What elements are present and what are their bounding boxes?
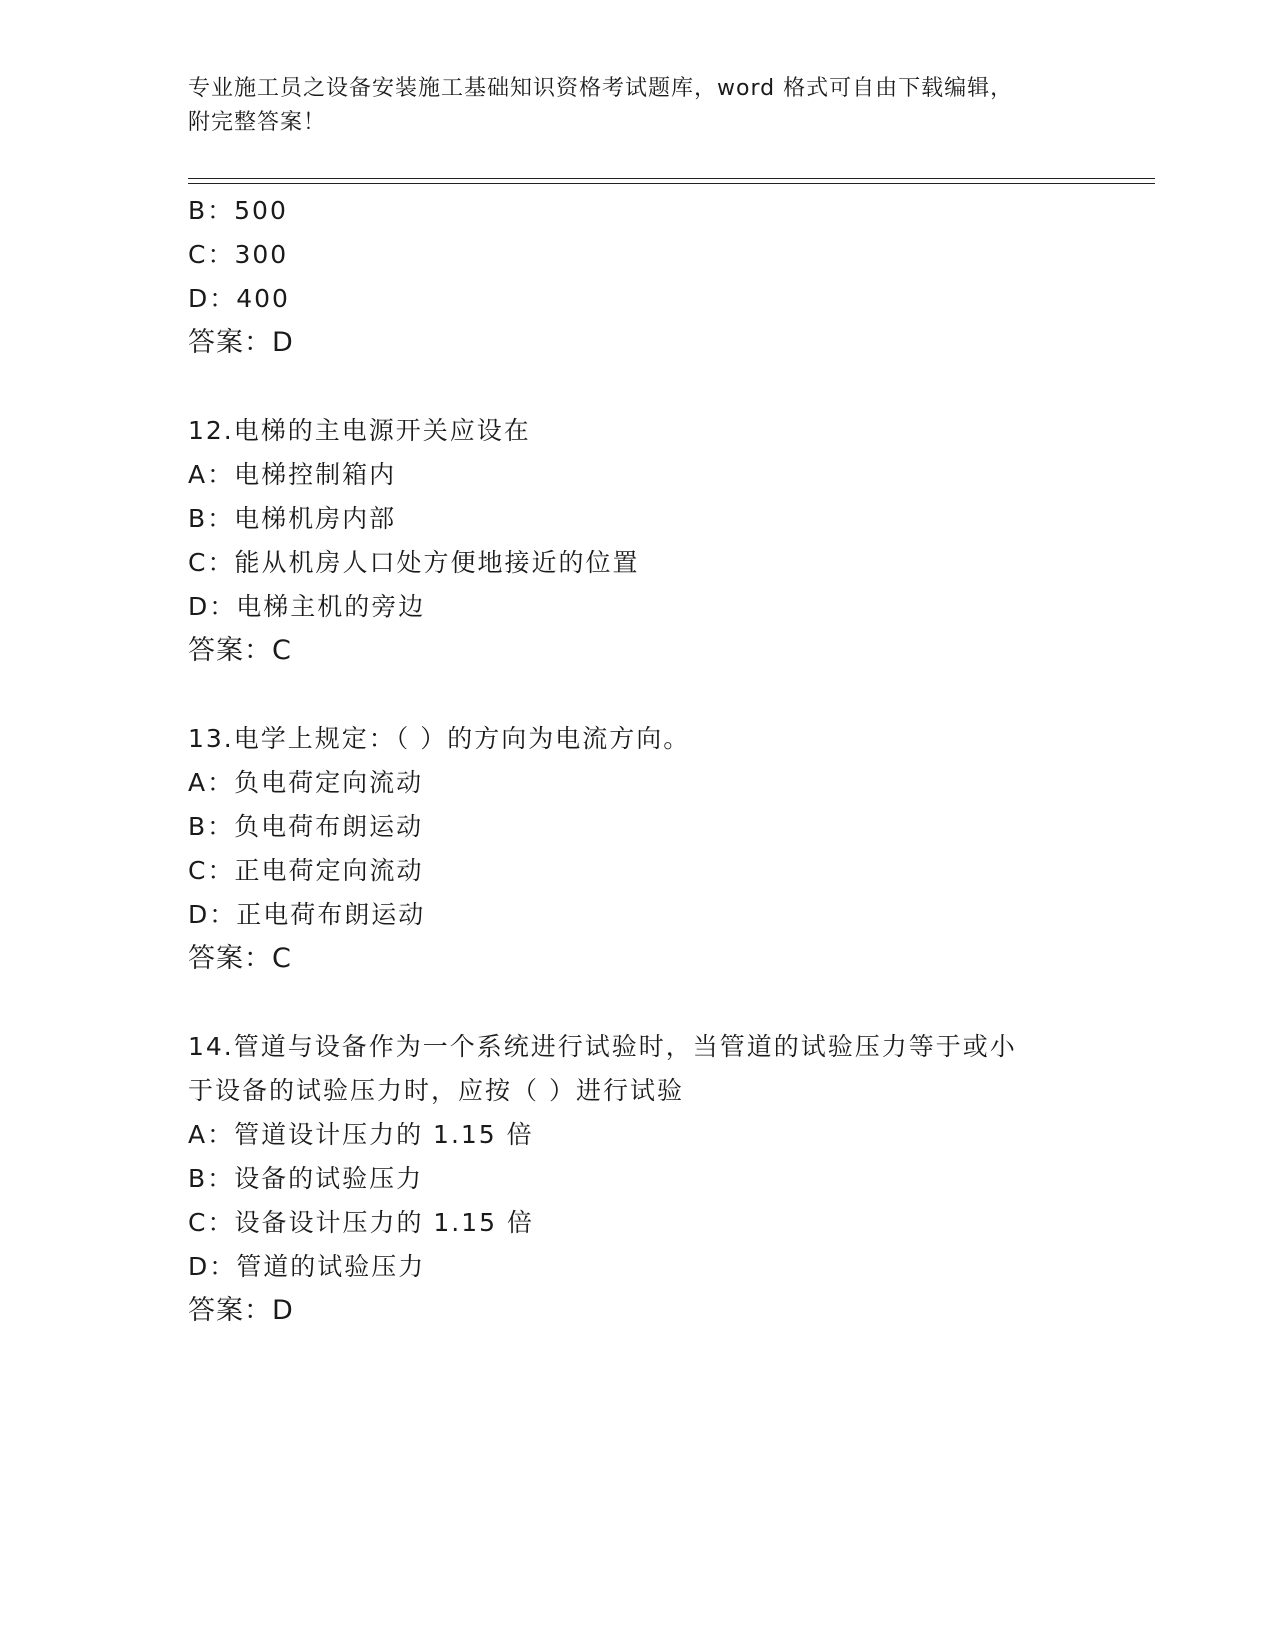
header-line-1: 专业施工员之设备安装施工基础知识资格考试题库，word 格式可自由下载编辑， bbox=[188, 76, 1014, 101]
option-b: B：设备的试验压力 bbox=[188, 1164, 424, 1193]
option-a: A：电梯控制箱内 bbox=[188, 460, 397, 489]
document-header bbox=[188, 72, 1088, 140]
answer-line: 答案：D bbox=[188, 1295, 294, 1326]
option-d: D：管道的试验压力 bbox=[188, 1252, 426, 1281]
header-divider-bottom bbox=[188, 183, 1155, 184]
option-d: D：400 bbox=[188, 284, 290, 313]
option-a: A：管道设计压力的 1.15 倍 bbox=[188, 1120, 534, 1149]
option-b: B：负电荷布朗运动 bbox=[188, 812, 424, 841]
answer-line: 答案：D bbox=[188, 327, 294, 358]
option-a: A：负电荷定向流动 bbox=[188, 768, 424, 797]
header-line-2: 附完整答案！ bbox=[188, 110, 327, 135]
option-d: D：正电荷布朗运动 bbox=[188, 900, 426, 929]
question-stem: 13.电学上规定：（ ）的方向为电流方向。 bbox=[188, 724, 691, 753]
option-c: C：正电荷定向流动 bbox=[188, 856, 424, 885]
question-stem: 12.电梯的主电源开关应设在 bbox=[188, 416, 531, 445]
question-stem-continued: 于设备的试验压力时，应按（ ）进行试验 bbox=[188, 1076, 684, 1105]
option-b: B：500 bbox=[188, 196, 288, 225]
option-c: C：能从机房人口处方便地接近的位置 bbox=[188, 548, 640, 577]
answer-line: 答案：C bbox=[188, 943, 292, 974]
option-c: C：设备设计压力的 1.15 倍 bbox=[188, 1208, 535, 1237]
option-b: B：电梯机房内部 bbox=[188, 504, 397, 533]
answer-line: 答案：C bbox=[188, 635, 292, 666]
header-divider-top bbox=[188, 178, 1155, 179]
option-c: C：300 bbox=[188, 240, 289, 269]
option-d: D：电梯主机的旁边 bbox=[188, 592, 426, 621]
question-stem: 14.管道与设备作为一个系统进行试验时，当管道的试验压力等于或小 bbox=[188, 1032, 1017, 1061]
